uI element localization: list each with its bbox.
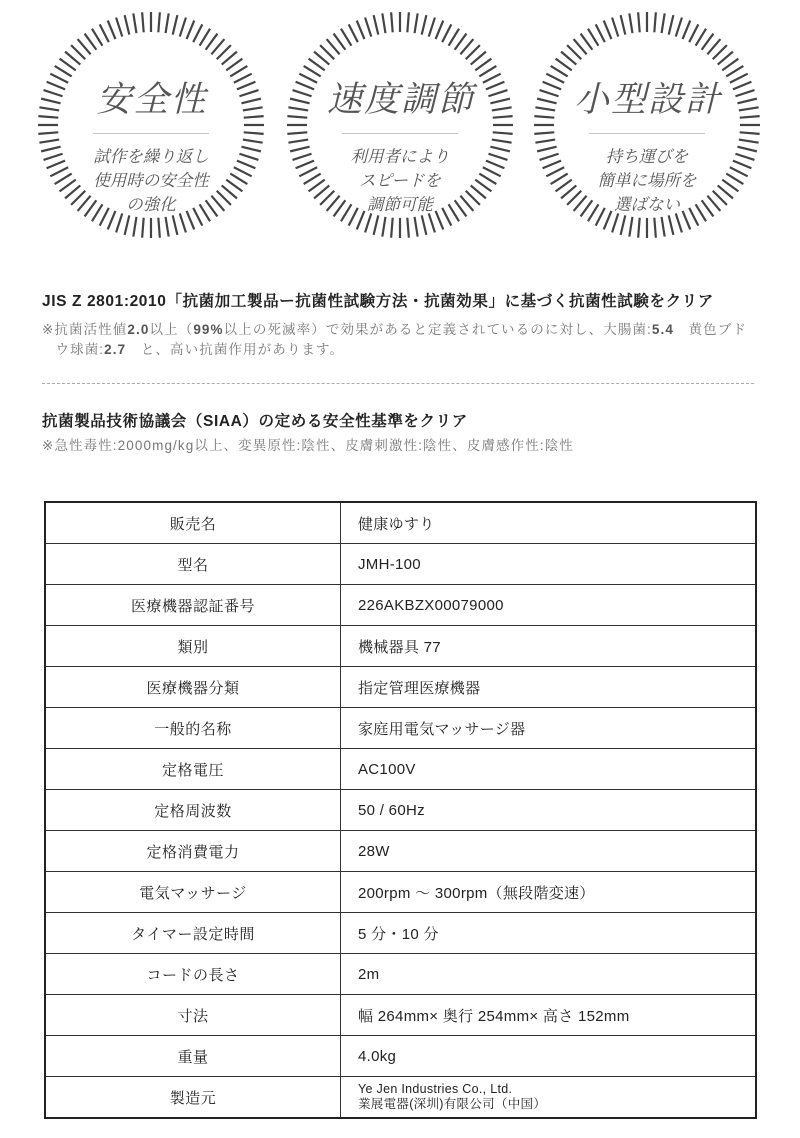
badge-title: 速度調節 — [326, 80, 475, 120]
badge-line: 調節可能 — [367, 195, 433, 214]
note-value: 2.7 — [104, 342, 127, 357]
antibacterial-note — [42, 320, 754, 360]
spec-row — [45, 749, 756, 790]
manufacturer-name-en: Ye Jen Industries Co., Ltd. — [358, 1082, 513, 1096]
badge-compact-design — [532, 10, 762, 240]
badge-line: の強化 — [126, 195, 176, 214]
spec-value: 指定管理医療機器 — [341, 667, 757, 708]
badge-divider — [589, 133, 705, 134]
badge-line: スピードを — [359, 171, 441, 190]
spec-value: 健康ゆすり — [341, 502, 757, 544]
badge-divider — [342, 133, 458, 134]
spec-row — [45, 954, 756, 995]
spec-row — [45, 544, 756, 585]
spec-label: 類別 — [45, 626, 341, 667]
note-value: 2.0 — [127, 322, 150, 337]
spec-label: 一般的名称 — [45, 708, 341, 749]
spec-label: タイマー設定時間 — [45, 913, 341, 954]
badge-line: 持ち運びを — [605, 147, 689, 166]
spec-label: 医療機器分類 — [45, 667, 341, 708]
spec-value: 28W — [341, 831, 757, 872]
spec-row — [45, 831, 756, 872]
spec-value: 4.0kg — [341, 1036, 757, 1077]
spec-value-manufacturer — [341, 1077, 757, 1119]
spec-value: 機械器具 77 — [341, 626, 757, 667]
badge-line: 選ばない — [614, 195, 680, 214]
note-text: 以上（ — [149, 322, 194, 337]
spec-value: AC100V — [341, 749, 757, 790]
antibacterial-heading: JIS Z 2801:2010「抗菌加工製品ー抗菌性試験方法・抗菌効果」に基づく抗菌性試験をクリア — [42, 293, 714, 310]
note-value: 5.4 — [651, 322, 674, 337]
dashed-divider — [42, 383, 754, 384]
spec-label: 電気マッサージ — [45, 872, 341, 913]
spec-row — [45, 502, 756, 544]
siaa-note: ※急性毒性:2000mg/kg以上、変異原性:陰性、皮膚刺激性:陰性、皮膚感作性:陰性 — [42, 438, 574, 453]
badge-line: 利用者により — [350, 147, 450, 166]
spec-row — [45, 1036, 756, 1077]
spec-row — [45, 872, 756, 913]
spec-label: 定格消費電力 — [45, 831, 341, 872]
spec-label: 製造元 — [45, 1077, 341, 1119]
spec-row — [45, 913, 756, 954]
badge-description — [300, 145, 500, 217]
badge-title: 安全性 — [96, 80, 208, 120]
spec-value: 家庭用電気マッサージ器 — [341, 708, 757, 749]
badge-description — [547, 145, 747, 217]
badge-line: 簡単に場所を — [597, 171, 697, 190]
spec-value: 幅 264mm× 奥行 254mm× 高さ 152mm — [341, 995, 757, 1036]
spec-row — [45, 995, 756, 1036]
badge-title: 小型設計 — [573, 80, 722, 120]
spec-label: コードの長さ — [45, 954, 341, 995]
spec-label: 型名 — [45, 544, 341, 585]
badge-description — [51, 145, 251, 217]
note-text: ※抗菌活性値 — [42, 322, 128, 337]
note-text: 以上の死滅率）で効果があると定義されているのに対し、大腸菌: — [223, 322, 652, 337]
spec-value: 2m — [341, 954, 757, 995]
spec-label: 定格周波数 — [45, 790, 341, 831]
spec-label: 重量 — [45, 1036, 341, 1077]
spec-row — [45, 667, 756, 708]
spec-row — [45, 708, 756, 749]
spec-label: 医療機器認証番号 — [45, 585, 341, 626]
note-value: 99% — [193, 322, 224, 337]
note-text: と、高い抗菌作用があります。 — [126, 342, 345, 357]
spec-value: 226AKBZX00079000 — [341, 585, 757, 626]
spec-value: 5 分・10 分 — [341, 913, 757, 954]
spec-row — [45, 790, 756, 831]
spec-row-manufacturer — [45, 1077, 756, 1119]
badge-safety — [36, 10, 266, 240]
spec-value: 200rpm 〜 300rpm（無段階変速） — [341, 872, 757, 913]
manufacturer-name-zh: 業展電器(深圳)有限公司（中国） — [358, 1097, 547, 1111]
spec-label: 販売名 — [45, 502, 341, 544]
spec-row — [45, 626, 756, 667]
spec-label: 寸法 — [45, 995, 341, 1036]
badge-divider — [93, 133, 209, 134]
badge-line: 使用時の安全性 — [93, 171, 209, 190]
spec-value: JMH-100 — [341, 544, 757, 585]
spec-value: 50 / 60Hz — [341, 790, 757, 831]
badge-line: 試作を繰り返し — [93, 147, 209, 166]
badge-speed-control — [285, 10, 515, 240]
siaa-heading: 抗菌製品技術協議会（SIAA）の定める安全性基準をクリア — [42, 413, 468, 430]
spec-table — [44, 501, 757, 1119]
note-text: 黄色ブドウ球菌: — [55, 322, 747, 357]
spec-row — [45, 585, 756, 626]
spec-label: 定格電圧 — [45, 749, 341, 790]
